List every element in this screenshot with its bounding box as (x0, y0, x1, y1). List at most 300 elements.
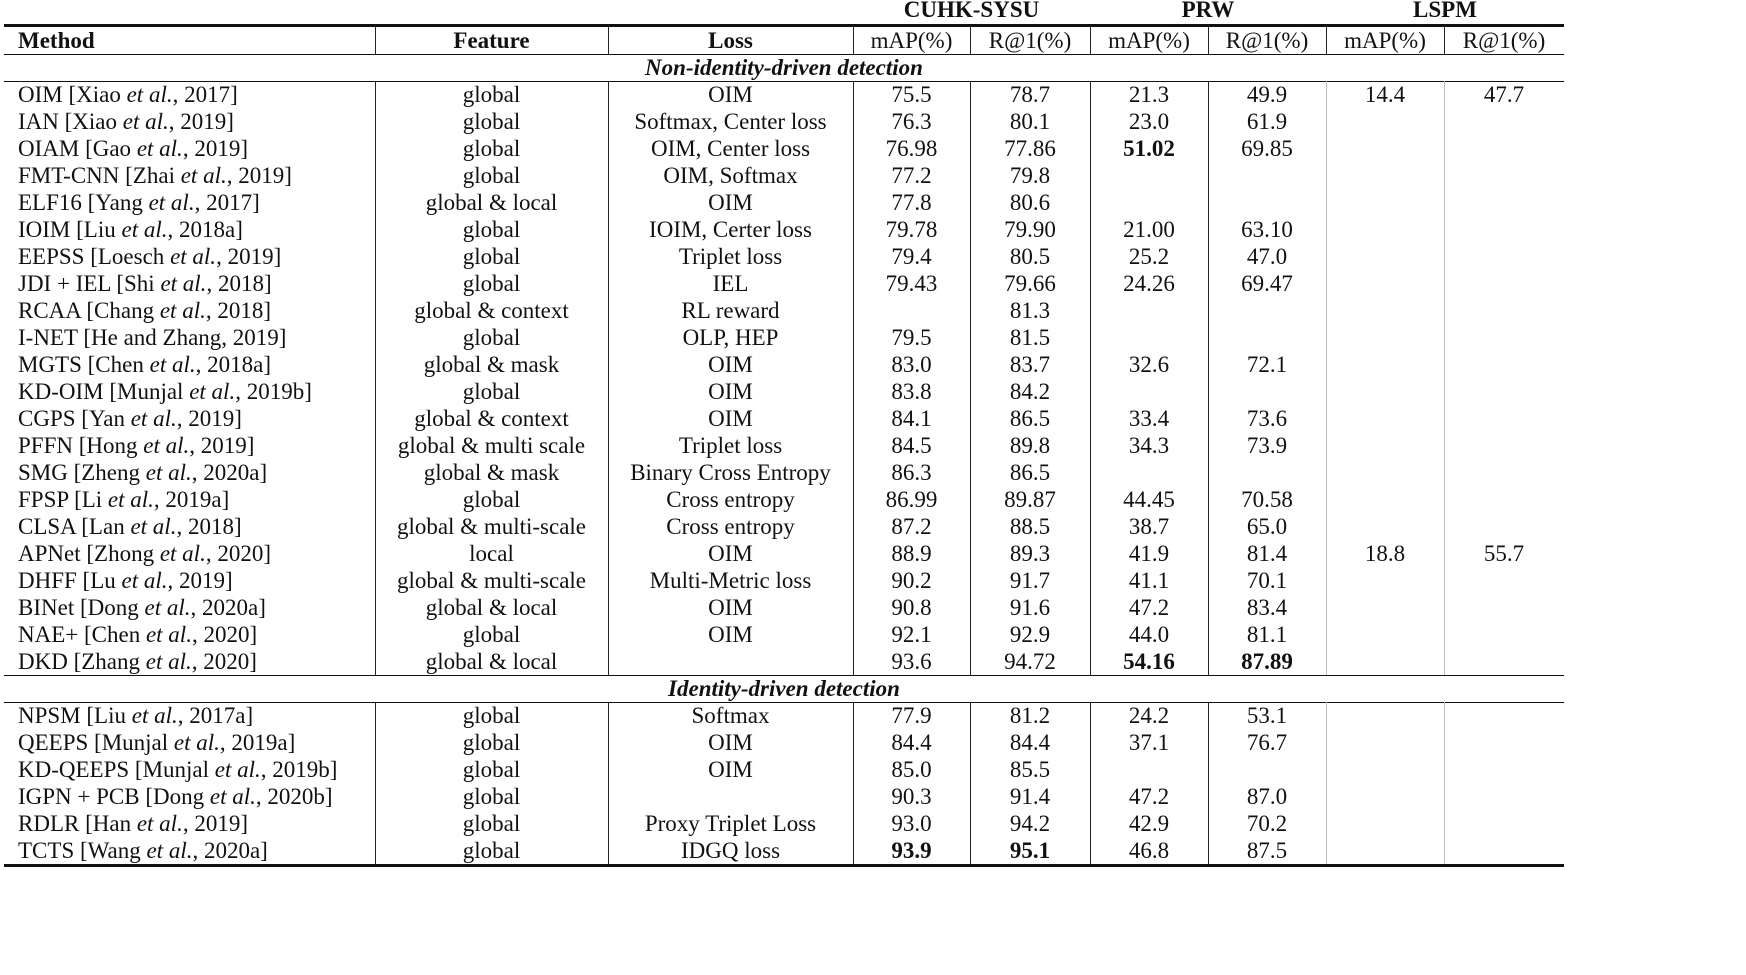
cell-lspm-r1 (1444, 135, 1564, 162)
et-al: et al. (180, 163, 227, 188)
cell-loss: Cross entropy (666, 487, 795, 512)
table-row (4, 756, 1564, 783)
column-divider (1326, 81, 1327, 675)
cell-method (4, 378, 375, 405)
cell-method (4, 513, 375, 540)
cell-lspm-map (1326, 108, 1444, 135)
column-divider (608, 81, 609, 675)
cell-lspm-r1: 55.7 (1483, 541, 1525, 566)
cell-cuhk-r1: 86.5 (1009, 460, 1051, 485)
cell-feature: global (462, 730, 521, 755)
cell-cuhk-r1: 88.5 (1009, 514, 1051, 539)
cell-prw-r1: 83.4 (1246, 595, 1288, 620)
cell-prw-map: 42.9 (1128, 811, 1170, 836)
citation-year: , 2017a] (177, 703, 254, 728)
et-al: et al. (189, 379, 236, 404)
cell-prw-map: 46.8 (1128, 838, 1170, 863)
cell-cuhk-map: 90.3 (891, 784, 932, 809)
method-name: ELF16 [Yang (18, 190, 143, 215)
cell-loss: Multi-Metric loss (649, 568, 812, 593)
et-al: et al. (144, 595, 191, 620)
et-al: et al. (146, 838, 193, 863)
cell-cuhk-map: 77.2 (891, 163, 932, 188)
cell-lspm-map (1326, 486, 1444, 513)
cell-loss: OIM (708, 379, 753, 404)
cell-lspm-r1 (1444, 567, 1564, 594)
cell-cuhk-r1: 92.9 (1009, 622, 1051, 647)
cell-loss: Triplet loss (678, 244, 783, 269)
method-name: KD-OIM [Munjal (18, 379, 184, 404)
method-name: IAN [Xiao (18, 109, 117, 134)
cell-feature: global (462, 622, 521, 647)
cell-feature: global & mask (423, 352, 560, 377)
cell-cuhk-map: 88.9 (891, 541, 932, 566)
cell-loss: Binary Cross Entropy (630, 460, 831, 485)
cell-cuhk-map: 77.8 (891, 190, 932, 215)
method-name: KD-QEEPS [Munjal (18, 757, 210, 782)
cell-feature: local (469, 541, 514, 566)
cell-prw-r1: 63.10 (1241, 217, 1293, 242)
citation-year: , 2018a] (195, 352, 271, 377)
table-row (4, 135, 1564, 162)
cell-cuhk-r1: 81.5 (1009, 325, 1051, 350)
column-divider (608, 27, 609, 54)
cell-method (4, 621, 375, 648)
citation-year: , 2019] (226, 163, 292, 188)
cell-prw-r1 (1208, 459, 1326, 486)
method-name: I-NET [He and Zhang, 2019] (18, 325, 287, 350)
column-divider (608, 702, 609, 864)
cell-lspm-map (1326, 459, 1444, 486)
group-header-lspm: LSPM (1413, 0, 1477, 22)
cell-prw-map: 41.1 (1128, 568, 1170, 593)
cell-prw-r1: 70.58 (1241, 487, 1293, 512)
cell-lspm-map (1326, 648, 1444, 675)
cell-lspm-map (1326, 378, 1444, 405)
cell-cuhk-map: 90.8 (891, 595, 932, 620)
cell-loss: OIM, Center loss (650, 136, 811, 161)
citation-year: , 2019] (182, 136, 248, 161)
cell-feature: global (462, 757, 521, 782)
cell-prw-map: 24.26 (1123, 271, 1175, 296)
citation-year: , 2020] (205, 541, 271, 566)
column-divider (375, 27, 376, 54)
cell-lspm-map (1326, 810, 1444, 837)
cell-cuhk-r1: 80.6 (1009, 190, 1051, 215)
table-row (4, 567, 1564, 594)
cell-lspm-map (1326, 270, 1444, 297)
table-row (4, 108, 1564, 135)
et-al: et al. (143, 433, 190, 458)
cell-cuhk-r1: 79.90 (1004, 217, 1056, 242)
column-divider (1444, 27, 1445, 54)
et-al: et al. (145, 460, 192, 485)
citation-year: , 2019a] (153, 487, 230, 512)
cell-prw-map: 51.02 (1123, 136, 1175, 161)
cell-lspm-r1 (1444, 108, 1564, 135)
cell-cuhk-r1: 85.5 (1009, 757, 1051, 782)
cell-lspm-map: 14.4 (1364, 82, 1406, 107)
et-al: et al. (136, 136, 183, 161)
cell-method (4, 324, 375, 351)
cell-lspm-map (1326, 432, 1444, 459)
citation-year: , 2020a] (192, 838, 268, 863)
cell-lspm-r1 (1444, 729, 1564, 756)
cell-lspm-map (1326, 243, 1444, 270)
cell-prw-r1 (1208, 756, 1326, 783)
column-divider (1208, 81, 1209, 675)
cell-feature: global & local (425, 595, 558, 620)
cell-prw-map: 38.7 (1128, 514, 1170, 539)
table-row (4, 702, 1564, 729)
cell-cuhk-r1: 89.3 (1009, 541, 1051, 566)
cell-lspm-r1 (1444, 216, 1564, 243)
cell-cuhk-map: 86.99 (885, 487, 938, 512)
et-al: et al. (136, 811, 183, 836)
group-header-cuhk-sysu: CUHK-SYSU (903, 0, 1040, 22)
cell-prw-r1 (1208, 297, 1326, 324)
cell-loss: Softmax (691, 703, 770, 728)
cell-feature: global (462, 217, 521, 242)
cell-prw-r1: 53.1 (1246, 703, 1288, 728)
cell-lspm-r1 (1444, 459, 1564, 486)
cell-cuhk-map: 85.0 (891, 757, 932, 782)
cell-loss: Proxy Triplet Loss (644, 811, 817, 836)
cell-prw-map (1090, 297, 1208, 324)
cell-cuhk-r1: 91.6 (1009, 595, 1051, 620)
citation-year: , 2018] (205, 298, 272, 323)
cell-cuhk-r1: 84.2 (1009, 379, 1051, 404)
cell-lspm-map (1326, 324, 1444, 351)
cell-cuhk-map: 93.6 (891, 649, 932, 674)
cell-lspm-r1 (1444, 189, 1564, 216)
citation-year: , 2019b] (260, 757, 338, 782)
cell-loss: OIM (708, 352, 753, 377)
cell-method (4, 756, 375, 783)
cell-lspm-map (1326, 162, 1444, 189)
cell-prw-map: 41.9 (1128, 541, 1170, 566)
cell-prw-map (1090, 189, 1208, 216)
cell-feature: global (462, 838, 521, 863)
cell-prw-r1: 81.4 (1246, 541, 1288, 566)
cell-lspm-map (1326, 729, 1444, 756)
column-divider (1326, 27, 1327, 54)
et-al: et al. (121, 568, 168, 593)
cell-prw-r1: 87.89 (1241, 649, 1293, 674)
cell-prw-map: 47.2 (1128, 784, 1170, 809)
cell-feature: global & context (414, 298, 569, 323)
cell-lspm-map (1326, 297, 1444, 324)
cell-method (4, 486, 375, 513)
cell-method (4, 297, 375, 324)
method-name: EEPSS [Loesch (18, 244, 165, 269)
column-divider (970, 27, 971, 54)
citation-year: , 2019] (168, 109, 234, 134)
cell-lspm-r1 (1444, 243, 1564, 270)
method-name: RCAA [Chang (18, 298, 155, 323)
cell-prw-map: 44.0 (1128, 622, 1170, 647)
cell-cuhk-map: 77.9 (891, 703, 932, 728)
table-row (4, 783, 1564, 810)
table-row (4, 540, 1564, 567)
table-row (4, 432, 1564, 459)
cell-cuhk-map: 87.2 (891, 514, 932, 539)
cell-method (4, 729, 375, 756)
citation-year: , 2017] (194, 190, 260, 215)
cell-lspm-r1 (1444, 702, 1564, 729)
cell-feature: global & mask (423, 460, 560, 485)
cell-cuhk-r1: 80.5 (1009, 244, 1051, 269)
table-row (4, 837, 1564, 864)
cell-method (4, 243, 375, 270)
cell-prw-map: 33.4 (1128, 406, 1170, 431)
table-row (4, 189, 1564, 216)
citation-year: , 2017] (172, 82, 238, 107)
cell-feature: global (462, 271, 521, 296)
method-name: TCTS [Wang (18, 838, 141, 863)
cell-method (4, 594, 375, 621)
cell-loss: OIM (708, 595, 753, 620)
cell-feature: global (462, 109, 521, 134)
cell-lspm-r1 (1444, 837, 1564, 864)
cell-cuhk-r1: 95.1 (1009, 838, 1051, 863)
column-header-prw-r1: R@1(%) (1225, 28, 1309, 53)
column-divider (1444, 81, 1445, 675)
column-divider (1090, 81, 1091, 675)
cell-feature: global & multi-scale (396, 514, 587, 539)
method-name: BINet [Dong (18, 595, 139, 620)
cell-method (4, 216, 375, 243)
cell-lspm-r1 (1444, 756, 1564, 783)
citation-year: , 2019] (182, 811, 248, 836)
cell-cuhk-r1: 78.7 (1009, 82, 1051, 107)
cell-cuhk-r1: 81.2 (1009, 703, 1051, 728)
cell-cuhk-map: 76.98 (885, 136, 938, 161)
citation-year: , 2020a] (190, 595, 266, 620)
cell-method (4, 837, 375, 864)
cell-prw-map: 34.3 (1128, 433, 1170, 458)
cell-cuhk-r1: 89.87 (1004, 487, 1056, 512)
method-name: FPSP [Li (18, 487, 103, 512)
table-row (4, 270, 1564, 297)
cell-lspm-r1 (1444, 378, 1564, 405)
cell-lspm-map (1326, 621, 1444, 648)
table-row (4, 729, 1564, 756)
citation-year: , 2019] (216, 244, 282, 269)
cell-lspm-map (1326, 135, 1444, 162)
cell-lspm-r1 (1444, 405, 1564, 432)
cell-cuhk-r1: 86.5 (1009, 406, 1051, 431)
column-divider (1444, 702, 1445, 864)
section-title: Non-identity-driven detection (645, 55, 923, 80)
cell-cuhk-map: 79.5 (891, 325, 932, 350)
table-row (4, 594, 1564, 621)
cell-loss: IOIM, Certer loss (649, 217, 812, 242)
et-al: et al. (130, 514, 177, 539)
cell-loss (608, 783, 853, 810)
column-divider (853, 702, 854, 864)
citation-year: , 2020b] (255, 784, 333, 809)
column-header-cuhk-map: mAP(%) (870, 28, 953, 53)
column-header-lspm-map: mAP(%) (1344, 28, 1426, 53)
cell-prw-map: 23.0 (1128, 109, 1170, 134)
column-divider (853, 27, 854, 54)
cell-cuhk-map: 93.9 (891, 838, 932, 863)
et-al: et al. (145, 649, 192, 674)
column-divider (1208, 27, 1209, 54)
cell-lspm-map (1326, 837, 1444, 864)
cell-lspm-map (1326, 594, 1444, 621)
cell-prw-r1: 72.1 (1246, 352, 1288, 377)
cell-feature: global (462, 784, 521, 809)
cell-feature: global (462, 136, 521, 161)
cell-feature: global (462, 811, 521, 836)
method-name: SMG [Zheng (18, 460, 141, 485)
cell-method (4, 351, 375, 378)
method-name: FMT-CNN [Zhai (18, 163, 175, 188)
table-row (4, 513, 1564, 540)
cell-method (4, 540, 375, 567)
et-al: et al. (149, 352, 196, 377)
cell-loss (608, 648, 853, 675)
citation-year: , 2020] (191, 649, 257, 674)
cell-loss: IDGQ loss (680, 838, 781, 863)
table-row (4, 648, 1564, 675)
cell-lspm-r1 (1444, 351, 1564, 378)
cell-cuhk-map: 92.1 (891, 622, 932, 647)
cell-feature: global & local (425, 649, 558, 674)
cell-feature: global (462, 703, 521, 728)
cell-loss: RL reward (681, 298, 780, 323)
cell-cuhk-map (853, 297, 970, 324)
method-name: MGTS [Chen (18, 352, 144, 377)
et-al: et al. (173, 730, 220, 755)
cell-lspm-r1 (1444, 513, 1564, 540)
cell-prw-map (1090, 459, 1208, 486)
cell-lspm-r1 (1444, 297, 1564, 324)
cell-method (4, 702, 375, 729)
cell-lspm-r1 (1444, 810, 1564, 837)
cell-feature: global (462, 82, 521, 107)
cell-feature: global & local (425, 190, 558, 215)
et-al: et al. (107, 487, 154, 512)
method-name: CGPS [Yan (18, 406, 125, 431)
cell-loss: OIM (708, 730, 753, 755)
cell-cuhk-map: 90.2 (891, 568, 932, 593)
et-al: et al. (121, 217, 168, 242)
cell-cuhk-map: 79.4 (891, 244, 932, 269)
cell-prw-r1 (1208, 324, 1326, 351)
cell-cuhk-r1: 80.1 (1009, 109, 1051, 134)
cell-lspm-map (1326, 783, 1444, 810)
cell-lspm-map (1326, 513, 1444, 540)
cell-loss: Softmax, Center loss (634, 109, 827, 134)
citation-year: , 2019] (189, 433, 255, 458)
cell-cuhk-r1: 91.7 (1009, 568, 1051, 593)
et-al: et al. (159, 541, 206, 566)
column-header-lspm-r1: R@1(%) (1462, 28, 1546, 53)
cell-prw-map: 54.16 (1123, 649, 1175, 674)
cell-loss: OIM, Softmax (663, 163, 798, 188)
cell-loss: OIM (708, 622, 753, 647)
cell-prw-r1: 70.2 (1246, 811, 1288, 836)
cell-lspm-map (1326, 405, 1444, 432)
cell-cuhk-r1: 84.4 (1009, 730, 1051, 755)
cell-method (4, 108, 375, 135)
table-row (4, 324, 1564, 351)
cell-prw-r1 (1208, 162, 1326, 189)
cell-prw-r1: 81.1 (1246, 622, 1288, 647)
et-al: et al. (126, 82, 173, 107)
cell-prw-r1: 65.0 (1246, 514, 1288, 539)
column-header-feature: Feature (453, 28, 530, 53)
cell-cuhk-map: 83.8 (891, 379, 932, 404)
column-divider (1208, 702, 1209, 864)
cell-lspm-map (1326, 216, 1444, 243)
method-name: PFFN [Hong (18, 433, 138, 458)
column-divider (375, 702, 376, 864)
section-title: Identity-driven detection (668, 676, 900, 701)
cell-cuhk-r1: 79.8 (1009, 163, 1051, 188)
cell-method (4, 270, 375, 297)
et-al: et al. (122, 109, 169, 134)
column-divider (1326, 702, 1327, 864)
et-al: et al. (160, 271, 207, 296)
cell-method (4, 459, 375, 486)
cell-loss: OIM (708, 190, 753, 215)
cell-feature: global (462, 487, 521, 512)
citation-year: , 2018a] (167, 217, 243, 242)
citation-year: , 2019b] (235, 379, 312, 404)
cell-loss: OIM (708, 82, 753, 107)
cell-feature: global & multi scale (397, 433, 586, 458)
cell-prw-r1: 69.47 (1241, 271, 1293, 296)
cell-cuhk-r1: 79.66 (1004, 271, 1056, 296)
cell-lspm-r1 (1444, 594, 1564, 621)
method-name: NAE+ [Chen (18, 622, 141, 647)
cell-method (4, 432, 375, 459)
column-header-method: Method (18, 28, 95, 53)
cell-method (4, 783, 375, 810)
et-al: et al. (130, 406, 177, 431)
column-header-loss: Loss (708, 28, 753, 53)
cell-cuhk-map: 79.43 (885, 271, 938, 296)
table-row (4, 351, 1564, 378)
cell-prw-map: 24.2 (1128, 703, 1170, 728)
cell-loss: OLP, HEP (682, 325, 779, 350)
citation-year: , 2019] (176, 406, 242, 431)
cell-feature: global & context (414, 406, 569, 431)
method-name: IOIM [Liu (18, 217, 116, 242)
table-row (4, 162, 1564, 189)
column-header-prw-map: mAP(%) (1108, 28, 1190, 53)
cell-prw-r1 (1208, 189, 1326, 216)
et-al: et al. (170, 244, 217, 269)
cell-lspm-map (1326, 702, 1444, 729)
et-al: et al. (214, 757, 261, 782)
cell-cuhk-map: 79.78 (885, 217, 938, 242)
citation-year: , 2019a] (219, 730, 296, 755)
cell-prw-map: 21.00 (1123, 217, 1175, 242)
cell-prw-map: 25.2 (1128, 244, 1170, 269)
et-al: et al. (148, 190, 195, 215)
cell-prw-r1: 73.9 (1246, 433, 1288, 458)
cell-prw-map (1090, 756, 1208, 783)
cell-cuhk-r1: 89.8 (1009, 433, 1051, 458)
cell-cuhk-map: 84.5 (891, 433, 932, 458)
cell-feature: global & multi-scale (396, 568, 587, 593)
cell-prw-map (1090, 324, 1208, 351)
